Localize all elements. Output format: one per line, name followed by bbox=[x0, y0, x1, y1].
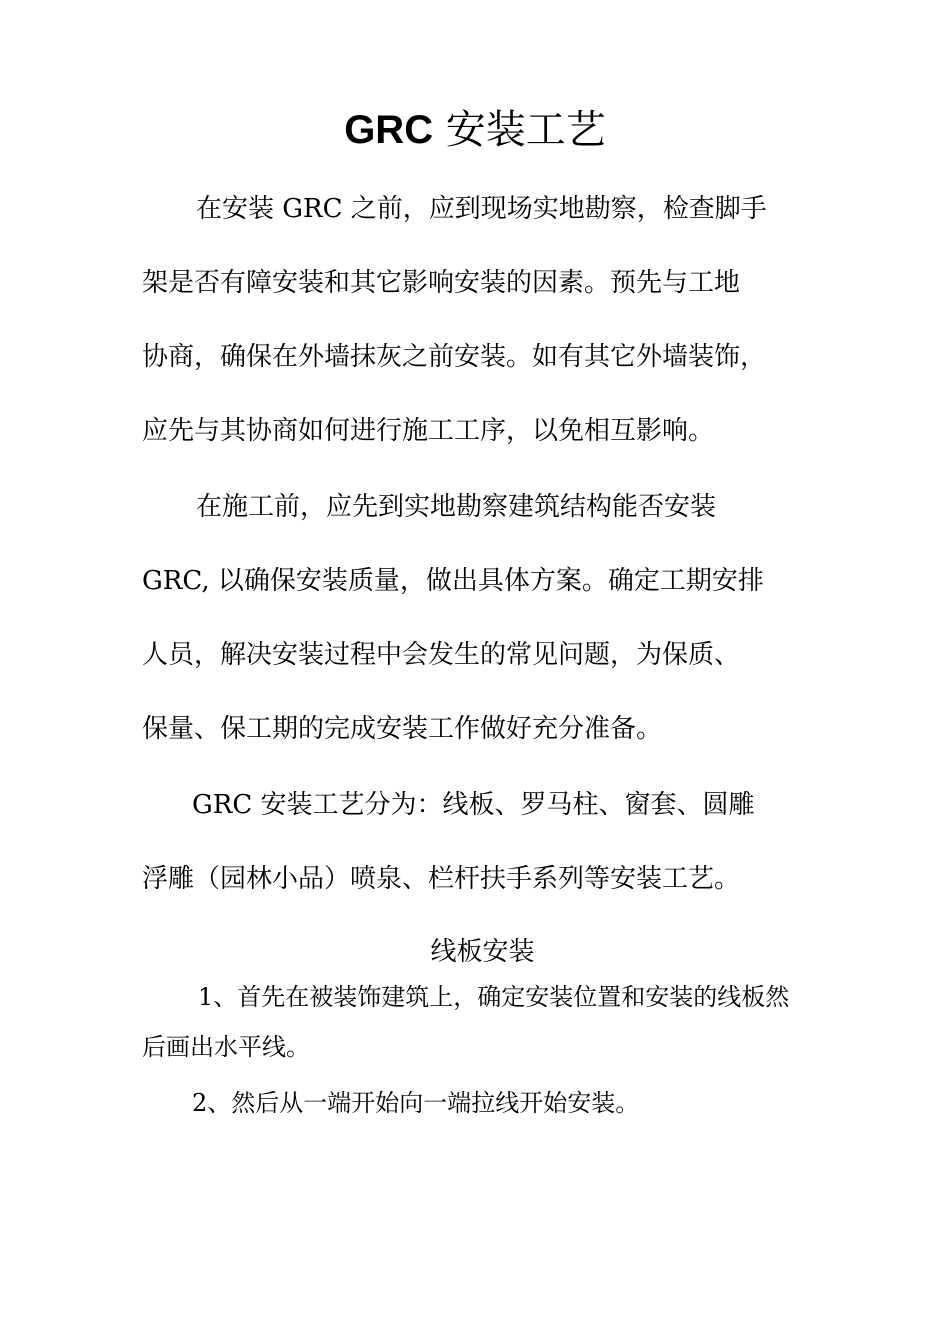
paragraph-site-survey bbox=[142, 172, 832, 468]
step-1 bbox=[142, 972, 832, 1072]
section-heading: 线板安装 bbox=[430, 937, 535, 967]
paragraph-line: 应先与其协商如何进行施工工序，以免相互影响。 bbox=[142, 416, 715, 446]
paragraph-line: 人员，解决安装过程中会发生的常见问题，为保质、 bbox=[142, 640, 741, 670]
paragraph-line: GRC, 以确保安装质量，做出具体方案。确定工期安排 bbox=[142, 566, 764, 596]
paragraph-line: 浮雕（园林小品）喷泉、栏杆扶手系列等安装工艺。 bbox=[142, 864, 741, 894]
paragraph-line: 架是否有障安装和其它影响安装的因素。预先与工地 bbox=[142, 268, 741, 298]
title-latin: GRC bbox=[344, 108, 434, 152]
page-title bbox=[0, 100, 950, 160]
paragraph-line: 保量、保工期的完成安装工作做好充分准备。 bbox=[142, 714, 663, 744]
paragraph-line: GRC 安装工艺分为：线板、罗马柱、窗套、圆雕 bbox=[192, 790, 755, 820]
paragraph-line: 协商，确保在外墙抹灰之前安装。如有其它外墙装饰， bbox=[142, 342, 767, 372]
paragraph-process-categories bbox=[142, 768, 832, 916]
title-cjk: 安装工艺 bbox=[433, 107, 606, 153]
paragraph-line: 在安装 GRC 之前，应到现场实地勘察，检查脚手 bbox=[196, 194, 767, 224]
step-2 bbox=[142, 1078, 832, 1128]
step-line: 后画出水平线。 bbox=[142, 1033, 310, 1061]
step-line: 2、然后从一端开始向一端拉线开始安装。 bbox=[192, 1089, 640, 1117]
paragraph-pre-construction bbox=[142, 470, 832, 766]
paragraph-line: 在施工前，应先到实地勘察建筑结构能否安装 bbox=[196, 492, 717, 522]
step-line: 1、首先在被装饰建筑上，确定安装位置和安装的线板然 bbox=[198, 983, 790, 1011]
